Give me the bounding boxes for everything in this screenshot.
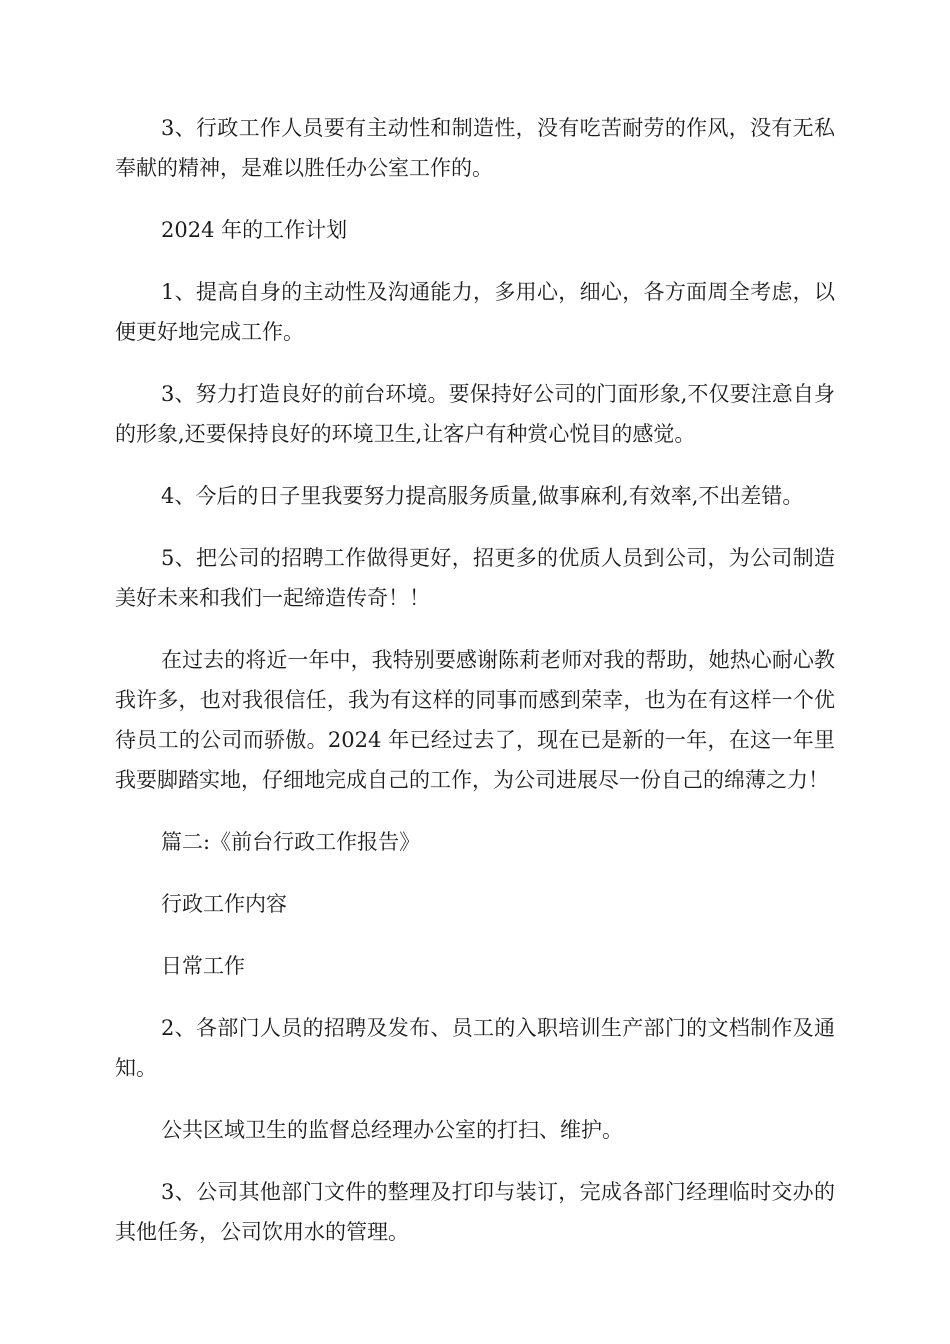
- paragraph-plan-4: 4、今后的日子里我要努力提高服务质量,做事麻利,有效率,不出差错。: [161, 484, 804, 508]
- heading-work-plan: 2024 年的工作计划: [161, 218, 348, 242]
- heading-part-two: 篇二:《前台行政工作报告》: [161, 830, 421, 854]
- paragraph-daily-2: 2、各部门人员的招聘及发布、员工的入职培训生产部门的文档制作及通知。: [115, 1016, 835, 1080]
- heading-admin-content: 行政工作内容: [161, 892, 287, 916]
- paragraph-daily-3: 3、公司其他部门文件的整理及打印与装订，完成各部门经理临时交办的其他任务，公司饮用水的管理。: [115, 1180, 835, 1244]
- heading-daily-work: 日常工作: [161, 954, 245, 978]
- paragraph-thanks: 在过去的将近一年中，我特别要感谢陈莉老师对我的帮助，她热心耐心教我许多，也对我很信任，我为有这样的同事而感到荣幸，也为在有这样一个优待员工的公司而骄傲。2024 年已经过去了，现在已是新的一年，在这一年里我要脚踏实地，仔细地完成自己的工作，为公司进展尽一份自己的绵薄之力！: [115, 648, 835, 792]
- paragraph-plan-5: 5、把公司的招聘工作做得更好，招更多的优质人员到公司，为公司制造美好未来和我们一起缔造传奇！！: [115, 546, 835, 610]
- paragraph-plan-3: 3、努力打造良好的前台环境。要保持好公司的门面形象,不仅要注意自身的形象,还要保持良好的环境卫生,让客户有种赏心悦目的感觉。: [115, 382, 835, 446]
- paragraph-public-area: 公共区域卫生的监督总经理办公室的打扫、维护。: [161, 1118, 623, 1142]
- paragraph-initiative: 3、行政工作人员要有主动性和制造性，没有吃苦耐劳的作风，没有无私奉献的精神，是难以胜任办公室工作的。: [115, 116, 835, 180]
- paragraph-plan-1: 1、提高自身的主动性及沟通能力，多用心，细心，各方面周全考虑，以便更好地完成工作。: [115, 280, 835, 344]
- document-body: [115, 108, 835, 1274]
